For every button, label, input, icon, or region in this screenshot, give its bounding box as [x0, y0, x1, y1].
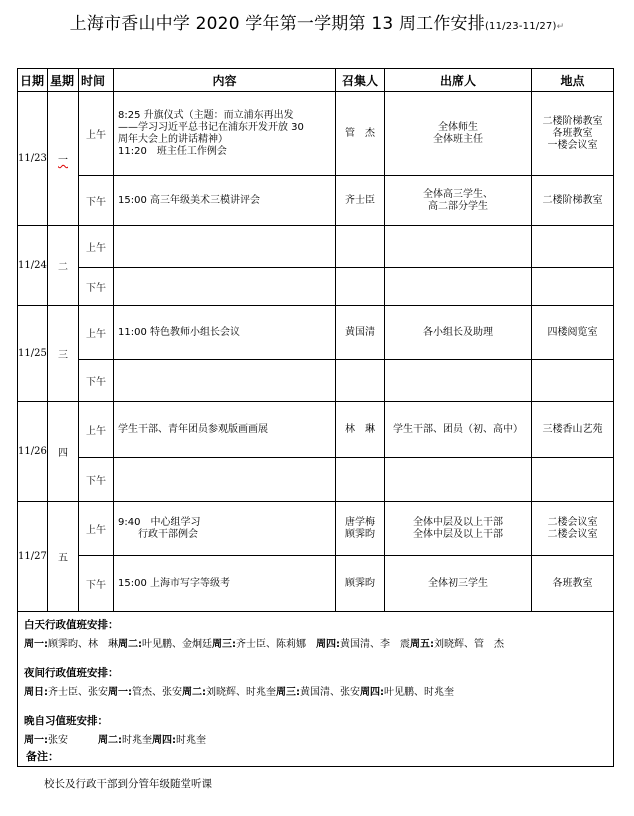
- content-cell: [114, 176, 336, 226]
- attendees-cell-line: 全体高三学生、: [423, 188, 493, 200]
- content-cell: [114, 92, 336, 176]
- title-main: 上海市香山中学 2020 学年第一学期第 13 周工作安排: [69, 14, 485, 34]
- duty-day-label: 周三:: [212, 639, 236, 650]
- duty-section: [18, 612, 614, 767]
- duty-day-label: 周一:: [24, 639, 48, 650]
- attendees-cell: [385, 176, 532, 226]
- location-cell-line: 二楼会议室: [547, 528, 598, 540]
- content-cell: [114, 306, 336, 360]
- duty-day-label: 周五:: [410, 639, 434, 650]
- weekday-cell: [48, 306, 79, 402]
- location-cell: [532, 502, 614, 556]
- self-study-duty-line: [24, 734, 607, 756]
- schedule-table: [17, 68, 614, 767]
- convener-cell: [336, 306, 385, 360]
- attendees-cell: [385, 306, 532, 360]
- location-cell-line: 各班教室: [552, 127, 593, 139]
- weekday-label: 四: [58, 448, 68, 459]
- convener-cell: [336, 402, 385, 458]
- header-date: 日期: [18, 69, 48, 92]
- day-duty-title: 白天行政值班安排：: [24, 619, 119, 631]
- remark-label: 备注：: [26, 750, 59, 763]
- convener-cell-line: 顾霁昀: [345, 577, 375, 589]
- location-cell: [532, 176, 614, 226]
- date-cell: 11/27: [18, 502, 48, 612]
- location-cell-line: 四楼阅览室: [547, 326, 598, 338]
- afternoon-label: 下午: [79, 556, 114, 612]
- morning-label: 上午: [79, 92, 114, 176]
- duty-day-label: 周一:: [24, 735, 48, 746]
- attendees-cell: [385, 502, 532, 556]
- header-convener: 召集人: [336, 69, 385, 92]
- weekday-label: 三: [58, 350, 68, 361]
- location-cell-line: 二楼会议室: [547, 516, 598, 528]
- content-cell-line: ——学习习近平总书记在浦东开发开放 30: [118, 121, 304, 133]
- paragraph-mark-icon: ↵: [556, 22, 565, 32]
- convener-cell-line: 顾霁昀: [345, 528, 375, 540]
- footer-note: 校长及行政干部到分管年级随堂听课: [44, 778, 212, 790]
- attendees-cell-line: 各小组长及助理: [423, 326, 493, 338]
- header-content: 内容: [114, 69, 336, 92]
- schedule-row: [18, 360, 614, 402]
- attendees-cell: [385, 226, 532, 268]
- content-cell-line: 15:00 上海市写字等级考: [118, 577, 230, 589]
- attendees-cell-line: 全体中层及以上干部: [413, 528, 503, 540]
- duty-names: 顾霁昀、林 琳: [48, 639, 118, 650]
- convener-cell: [336, 458, 385, 502]
- convener-cell-line: 黄国清: [345, 326, 375, 338]
- content-cell: [114, 226, 336, 268]
- content-cell-line: 15:00 高三年级美术三模讲评会: [118, 194, 260, 206]
- weekday-cell: [48, 402, 79, 502]
- content-cell-line: 8:25 升旗仪式（主题：而立浦东再出发: [118, 109, 294, 121]
- header-location: 地点: [532, 69, 614, 92]
- schedule-row: [18, 458, 614, 502]
- location-cell-line: 二楼阶梯教室: [542, 194, 603, 206]
- content-cell: [114, 502, 336, 556]
- duty-names: 黄国清、李 震: [340, 639, 410, 650]
- schedule-row: [18, 176, 614, 226]
- duty-day-label: 周四:: [360, 687, 384, 698]
- duty-names: 叶见鹏、时兆奎: [384, 687, 454, 698]
- page-title: [0, 12, 634, 39]
- convener-cell: [336, 226, 385, 268]
- content-cell: [114, 556, 336, 612]
- schedule-row: [18, 92, 614, 176]
- attendees-cell-line: 高二部分学生: [428, 200, 488, 212]
- title-date-range: (11/23-11/27): [484, 21, 557, 32]
- weekday-label: 一: [58, 155, 68, 166]
- date-cell: 11/26: [18, 402, 48, 502]
- attendees-cell: [385, 92, 532, 176]
- self-study-duty-title: 晚自习值班安排：: [24, 715, 108, 727]
- attendees-cell: [385, 458, 532, 502]
- convener-cell-line: 管 杰: [345, 127, 375, 139]
- attendees-cell-line: 全体初三学生: [428, 577, 488, 589]
- date-cell: 11/24: [18, 226, 48, 306]
- night-duty-title: 夜间行政值班安排：: [24, 667, 119, 679]
- content-cell: [114, 402, 336, 458]
- schedule-row: [18, 402, 614, 458]
- content-cell-line: 学生干部、青年团员参观版画画展: [118, 423, 268, 435]
- duty-day-label: 周一:: [108, 687, 132, 698]
- convener-cell-line: 齐士臣: [345, 194, 375, 206]
- duty-names: 齐士臣、陈莉娜: [236, 639, 316, 650]
- location-cell: [532, 402, 614, 458]
- convener-cell: [336, 92, 385, 176]
- content-cell-line: 11:00 特色教师小组长会议: [118, 326, 240, 338]
- attendees-cell-line: 学生干部、团员（初、高中）: [393, 423, 523, 435]
- location-cell: [532, 458, 614, 502]
- afternoon-label: 下午: [79, 268, 114, 306]
- location-cell-line: 各班教室: [552, 577, 593, 589]
- attendees-cell: [385, 556, 532, 612]
- schedule-row: [18, 226, 614, 268]
- schedule-row: [18, 556, 614, 612]
- schedule-row: [18, 502, 614, 556]
- location-cell: [532, 556, 614, 612]
- morning-label: 上午: [79, 502, 114, 556]
- attendees-cell-line: 全体班主任: [433, 133, 483, 145]
- convener-cell-line: 唐学梅: [345, 516, 375, 528]
- night-duty-line: [24, 686, 607, 708]
- location-cell-line: 一楼会议室: [547, 139, 598, 151]
- content-cell-line: 9:40 中心组学习: [118, 516, 201, 528]
- duty-day-label: 周四:: [152, 735, 176, 746]
- schedule-row: [18, 306, 614, 360]
- morning-label: 上午: [79, 306, 114, 360]
- attendees-cell-line: 全体师生: [438, 121, 478, 133]
- attendees-cell-line: 全体中层及以上干部: [413, 516, 503, 528]
- weekday-cell: [48, 92, 79, 226]
- morning-label: 上午: [79, 226, 114, 268]
- convener-cell: [336, 556, 385, 612]
- afternoon-label: 下午: [79, 360, 114, 402]
- convener-cell: [336, 176, 385, 226]
- duty-day-label: 周二:: [98, 735, 122, 746]
- duty-names: 刘晓辉、管 杰: [434, 639, 504, 650]
- location-cell: [532, 92, 614, 176]
- content-cell: [114, 458, 336, 502]
- duty-names: 时兆奎: [122, 735, 152, 746]
- location-cell: [532, 268, 614, 306]
- duty-day-label: 周二:: [118, 639, 142, 650]
- header-time: 时间: [79, 69, 114, 92]
- location-cell: [532, 226, 614, 268]
- afternoon-label: 下午: [79, 176, 114, 226]
- morning-label: 上午: [79, 402, 114, 458]
- table-header-row: [18, 69, 614, 92]
- location-cell: [532, 360, 614, 402]
- convener-cell: [336, 268, 385, 306]
- duty-day-label: 周四:: [316, 639, 340, 650]
- weekday-cell: [48, 226, 79, 306]
- duty-names: 叶见鹏、金炯廷: [142, 639, 212, 650]
- afternoon-label: 下午: [79, 458, 114, 502]
- schedule-row: [18, 268, 614, 306]
- duty-names: 时兆奎: [176, 735, 206, 746]
- convener-cell: [336, 502, 385, 556]
- attendees-cell: [385, 360, 532, 402]
- content-cell-line: 行政干部例会: [118, 528, 198, 540]
- weekday-cell: [48, 502, 79, 612]
- duty-day-label: 周二:: [182, 687, 206, 698]
- duty-names: 齐士臣、张安: [48, 687, 108, 698]
- duty-names: 刘晓辉、时兆奎: [206, 687, 276, 698]
- date-cell: 11/23: [18, 92, 48, 226]
- header-weekday: 星期: [48, 69, 79, 92]
- convener-cell: [336, 360, 385, 402]
- date-cell: 11/25: [18, 306, 48, 402]
- duty-names: 张安: [48, 735, 98, 746]
- content-cell: [114, 360, 336, 402]
- weekday-label: 五: [58, 553, 68, 564]
- convener-cell-line: 林 琳: [345, 423, 375, 435]
- content-cell-line: 11:20 班主任工作例会: [118, 145, 227, 157]
- duty-day-label: 周日:: [24, 687, 48, 698]
- content-cell: [114, 268, 336, 306]
- location-cell: [532, 306, 614, 360]
- content-cell-line: 周年大会上的讲话精神）: [118, 133, 228, 145]
- duty-names: 黄国清、张安: [300, 687, 360, 698]
- location-cell-line: 三楼香山艺苑: [542, 423, 603, 435]
- duty-names: 管杰、张安: [132, 687, 182, 698]
- weekday-label: 二: [58, 262, 68, 273]
- day-duty-line: [24, 638, 607, 660]
- duty-row: [18, 612, 614, 767]
- duty-day-label: 周三:: [276, 687, 300, 698]
- location-cell-line: 二楼阶梯教室: [542, 115, 603, 127]
- attendees-cell: [385, 402, 532, 458]
- attendees-cell: [385, 268, 532, 306]
- header-attendees: 出席人: [385, 69, 532, 92]
